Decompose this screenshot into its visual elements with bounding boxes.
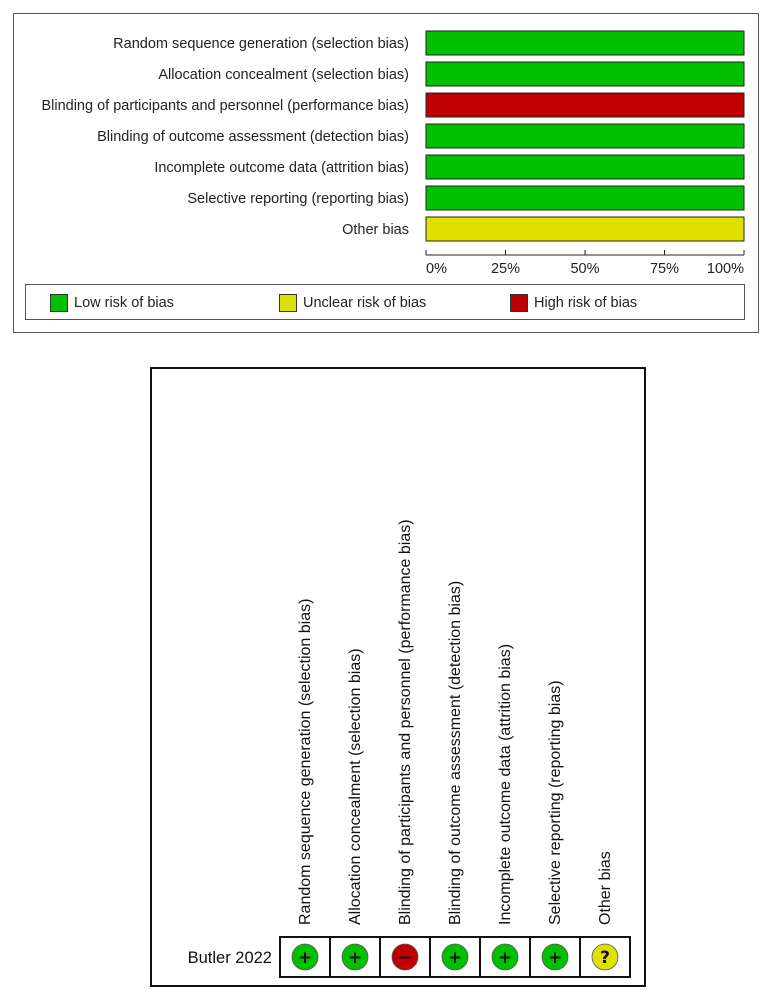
category-label: Other bias: [342, 222, 409, 238]
category-label: Selective reporting (reporting bias): [187, 191, 409, 207]
risk-of-bias-summary-panel: [150, 367, 646, 987]
judgement-symbol: +: [547, 948, 563, 968]
column-header: Selective reporting (reporting bias): [547, 680, 564, 925]
judgement-symbol: +: [497, 948, 513, 968]
legend-swatch-low: [50, 294, 68, 312]
judgement-symbol: ?: [600, 948, 610, 968]
bar-high: [426, 93, 744, 117]
x-tick-label: 50%: [570, 261, 600, 277]
risk-of-bias-graph-panel: [13, 13, 759, 333]
column-header: Blinding of outcome assessment (detection bias): [447, 580, 464, 925]
judgement-symbol: +: [347, 948, 363, 968]
category-label: Blinding of outcome assessment (detection bias): [97, 129, 409, 145]
legend-swatch-high: [510, 294, 528, 312]
category-label: Blinding of participants and personnel (performance bias): [41, 98, 409, 114]
bar-low: [426, 31, 744, 55]
study-label: Butler 2022: [187, 949, 272, 967]
judgement-symbol: +: [447, 948, 463, 968]
legend-item-unclear: [279, 293, 426, 313]
column-header: Other bias: [597, 851, 614, 925]
legend-item-low: [50, 293, 174, 313]
category-label: Incomplete outcome data (attrition bias): [154, 160, 409, 176]
x-tick-label: 0%: [426, 261, 447, 277]
legend-swatch-unclear: [279, 294, 297, 312]
risk-of-bias-bar-chart: [14, 14, 760, 282]
bar-low: [426, 62, 744, 86]
legend-item-high: [510, 293, 637, 313]
judgement-symbol: −: [397, 948, 413, 968]
chart-legend: [25, 284, 745, 320]
bar-low: [426, 155, 744, 179]
judgement-symbol: +: [297, 948, 313, 968]
bar-low: [426, 124, 744, 148]
column-header: Allocation concealment (selection bias): [347, 648, 364, 925]
bar-low: [426, 186, 744, 210]
column-header: Incomplete outcome data (attrition bias): [497, 643, 514, 925]
legend-label-low: Low risk of bias: [74, 295, 174, 311]
risk-of-bias-summary-table: [152, 369, 648, 989]
category-label: Random sequence generation (selection bias): [113, 36, 409, 52]
x-tick-label: 100%: [706, 261, 744, 277]
legend-label-high: High risk of bias: [534, 295, 638, 311]
legend-label-unclear: Unclear risk of bias: [303, 295, 427, 311]
category-label: Allocation concealment (selection bias): [158, 67, 409, 83]
column-header: Blinding of participants and personnel (performance bias): [397, 519, 414, 925]
x-tick-label: 25%: [490, 261, 521, 277]
column-header: Random sequence generation (selection bias): [297, 598, 314, 925]
bar-unclear: [426, 217, 744, 241]
x-tick-label: 75%: [649, 261, 680, 277]
